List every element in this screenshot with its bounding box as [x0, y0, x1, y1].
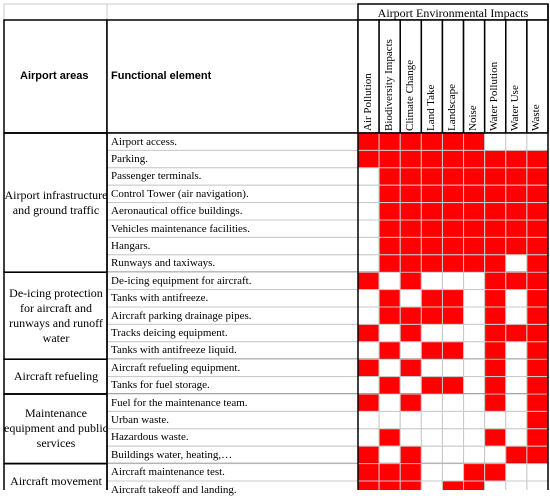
impact-cell-filled	[379, 168, 400, 185]
impact-cell-filled	[485, 185, 506, 202]
element-label: Parking.	[111, 152, 148, 165]
impact-cell-filled	[379, 290, 400, 307]
impact-cell-filled	[464, 220, 485, 237]
impact-cell-filled	[527, 307, 548, 324]
impact-cell-empty	[358, 429, 379, 446]
element-label: Fuel for the maintenance team.	[111, 396, 248, 409]
impact-cell-empty	[464, 272, 485, 289]
impact-cell-empty	[506, 481, 527, 490]
impact-cell-empty	[442, 272, 463, 289]
impact-cell-empty	[379, 272, 400, 289]
impact-cell-filled	[379, 150, 400, 167]
element-label: Tracks deicing equipment.	[111, 326, 228, 339]
impact-cell-filled	[442, 203, 463, 220]
impact-cell-filled	[527, 324, 548, 341]
impact-cell-filled	[506, 168, 527, 185]
element-label: Tanks with antifreeze.	[111, 292, 209, 305]
impact-cell-filled	[464, 203, 485, 220]
impact-cell-filled	[400, 168, 421, 185]
impact-cell-filled	[400, 307, 421, 324]
impact-cell-filled	[527, 237, 548, 254]
impact-column-label: Climate Change	[403, 59, 416, 131]
impact-cell-filled	[485, 220, 506, 237]
impact-cell-empty	[358, 237, 379, 254]
impact-cell-empty	[506, 359, 527, 376]
impact-cell-filled	[358, 150, 379, 167]
element-label: Hazardous waste.	[111, 431, 189, 444]
impact-cell-filled	[400, 203, 421, 220]
impact-cell-filled	[464, 168, 485, 185]
element-label: Aeronautical office buildings.	[111, 205, 243, 218]
impact-cell-empty	[506, 411, 527, 428]
impact-cell-filled	[527, 411, 548, 428]
impact-cell-filled	[506, 237, 527, 254]
impact-cell-filled	[485, 342, 506, 359]
impact-cell-empty	[485, 133, 506, 150]
impact-cell-filled	[527, 394, 548, 411]
area-label: Aircraft refueling	[13, 369, 99, 384]
impact-cell-filled	[442, 168, 463, 185]
impact-cell-filled	[527, 203, 548, 220]
impact-cell-empty	[400, 411, 421, 428]
impact-cell-filled	[527, 185, 548, 202]
impact-column-label: Land Take	[424, 84, 437, 131]
impact-cell-filled	[421, 342, 442, 359]
impact-cell-filled	[379, 342, 400, 359]
impact-cell-filled	[442, 237, 463, 254]
impact-cell-filled	[400, 220, 421, 237]
impact-cell-filled	[442, 185, 463, 202]
impact-cell-empty	[442, 324, 463, 341]
impact-cell-filled	[506, 203, 527, 220]
impact-cell-filled	[506, 220, 527, 237]
impact-cell-filled	[527, 255, 548, 272]
impact-cell-empty	[464, 394, 485, 411]
impact-cell-filled	[442, 150, 463, 167]
impact-cell-empty	[527, 464, 548, 481]
impact-cell-filled	[464, 481, 485, 490]
impact-cell-empty	[442, 446, 463, 463]
area-label: Maintenance equipment and public services	[4, 406, 108, 451]
impact-cell-filled	[421, 290, 442, 307]
impact-cell-filled	[485, 203, 506, 220]
impact-cell-empty	[358, 168, 379, 185]
impact-cell-empty	[506, 133, 527, 150]
impact-cell-filled	[400, 446, 421, 463]
element-label: Urban waste.	[111, 413, 170, 426]
impact-cell-filled	[485, 307, 506, 324]
impact-cell-filled	[379, 255, 400, 272]
impact-cell-filled	[379, 133, 400, 150]
impact-cell-filled	[358, 481, 379, 490]
impact-cell-filled	[506, 150, 527, 167]
impact-cell-empty	[442, 359, 463, 376]
impact-column-label: Water Pollution	[488, 61, 501, 131]
impact-cell-filled	[400, 272, 421, 289]
impact-cell-filled	[421, 203, 442, 220]
impact-cell-empty	[464, 324, 485, 341]
impact-cell-empty	[421, 464, 442, 481]
impact-cell-empty	[421, 446, 442, 463]
impact-cell-filled	[358, 359, 379, 376]
impact-cell-empty	[421, 411, 442, 428]
impact-cell-empty	[421, 429, 442, 446]
impact-column-label: Landscape	[446, 83, 458, 131]
impact-cell-empty	[506, 464, 527, 481]
impact-cell-empty	[464, 411, 485, 428]
impact-cell-filled	[485, 255, 506, 272]
areas-header: Airport areas	[20, 70, 89, 82]
impact-column-label: Water Use	[509, 85, 522, 131]
impact-cell-filled	[400, 150, 421, 167]
impact-column-label: Noise	[467, 105, 480, 131]
impact-cell-empty	[421, 272, 442, 289]
impact-cell-empty	[442, 464, 463, 481]
impact-column-label: Biodiversity Impacts	[382, 39, 395, 131]
impact-cell-filled	[358, 464, 379, 481]
impact-cell-filled	[527, 429, 548, 446]
impact-cell-filled	[358, 133, 379, 150]
impact-cell-filled	[442, 307, 463, 324]
impact-cell-empty	[506, 377, 527, 394]
impact-cell-empty	[506, 429, 527, 446]
impact-cell-filled	[527, 377, 548, 394]
impact-cell-empty	[421, 481, 442, 490]
impact-cell-filled	[421, 168, 442, 185]
area-label: Airport infrastructure and ground traffic	[4, 187, 108, 217]
impact-column-label: Air Pollution	[361, 73, 374, 131]
impact-cell-filled	[379, 203, 400, 220]
impact-cell-filled	[527, 446, 548, 463]
impact-cell-filled	[421, 150, 442, 167]
impact-cell-filled	[485, 168, 506, 185]
impact-cell-filled	[442, 133, 463, 150]
impact-cell-filled	[421, 237, 442, 254]
impact-cell-empty	[379, 324, 400, 341]
element-label: Vehicles maintenance facilities.	[111, 222, 250, 235]
impact-cell-filled	[358, 324, 379, 341]
impact-cell-empty	[400, 429, 421, 446]
impact-cell-empty	[464, 446, 485, 463]
impact-cell-empty	[506, 307, 527, 324]
impact-cell-filled	[400, 481, 421, 490]
impact-cell-empty	[464, 377, 485, 394]
impact-cell-empty	[464, 359, 485, 376]
impact-cell-empty	[358, 342, 379, 359]
impact-cell-filled	[442, 481, 463, 490]
impact-cell-filled	[400, 185, 421, 202]
impact-cell-filled	[400, 394, 421, 411]
impact-cell-empty	[527, 133, 548, 150]
impact-cell-empty	[400, 290, 421, 307]
impact-cell-empty	[421, 394, 442, 411]
impact-cell-filled	[442, 290, 463, 307]
impact-cell-filled	[358, 446, 379, 463]
impact-group-title: Airport Environmental Impacts	[377, 6, 529, 20]
element-label: Aircraft takeoff and landing.	[111, 483, 237, 496]
element-label: Passenger terminals.	[111, 170, 202, 183]
impact-cell-empty	[421, 324, 442, 341]
impact-cell-filled	[485, 464, 506, 481]
impact-cell-filled	[485, 377, 506, 394]
impact-cell-filled	[379, 481, 400, 490]
element-label: Aircraft parking drainage pipes.	[111, 309, 252, 322]
impact-cell-filled	[379, 237, 400, 254]
impact-cell-empty	[358, 290, 379, 307]
impact-cell-empty	[527, 481, 548, 490]
element-label: De-icing equipment for aircraft.	[111, 274, 252, 287]
impact-column-label: Waste	[530, 104, 543, 131]
impact-cell-filled	[379, 307, 400, 324]
impact-cell-filled	[485, 290, 506, 307]
area-label: De-icing protection for aircraft and runways and runoff water	[9, 285, 103, 345]
impact-cell-filled	[464, 150, 485, 167]
impact-cell-filled	[421, 133, 442, 150]
element-label: Tanks for fuel storage.	[111, 379, 210, 392]
impact-cell-empty	[442, 429, 463, 446]
impact-cell-empty	[442, 394, 463, 411]
element-label: Control Tower (air navigation).	[111, 187, 249, 200]
impact-cell-filled	[358, 272, 379, 289]
impact-cell-filled	[464, 464, 485, 481]
impact-cell-empty	[506, 255, 527, 272]
impact-cell-filled	[442, 342, 463, 359]
impact-cell-filled	[506, 272, 527, 289]
impact-cell-filled	[527, 168, 548, 185]
impact-cell-empty	[379, 446, 400, 463]
impact-cell-empty	[358, 255, 379, 272]
element-label: Buildings water, heating,…	[111, 448, 233, 461]
impact-cell-filled	[421, 220, 442, 237]
impact-cell-empty	[442, 411, 463, 428]
impact-cell-filled	[379, 185, 400, 202]
impact-cell-filled	[358, 394, 379, 411]
impact-cell-filled	[506, 324, 527, 341]
impact-cell-filled	[485, 429, 506, 446]
impact-cell-filled	[464, 133, 485, 150]
impact-cell-filled	[442, 220, 463, 237]
impact-cell-filled	[379, 377, 400, 394]
impact-cell-empty	[506, 394, 527, 411]
impact-cell-empty	[506, 290, 527, 307]
impact-cell-empty	[506, 342, 527, 359]
impact-cell-filled	[527, 150, 548, 167]
impact-cell-filled	[527, 342, 548, 359]
impact-cell-filled	[485, 237, 506, 254]
impact-cell-empty	[400, 342, 421, 359]
impact-cell-empty	[421, 359, 442, 376]
element-header: Functional element	[111, 70, 212, 82]
impact-cell-filled	[506, 185, 527, 202]
element-label: Tanks with antifreeze liquid.	[111, 344, 237, 357]
impact-cell-empty	[358, 220, 379, 237]
area-label: Aircraft movement	[10, 473, 102, 488]
impact-cell-empty	[485, 481, 506, 490]
impact-cell-filled	[485, 324, 506, 341]
element-label: Aircraft maintenance test.	[111, 466, 225, 479]
impact-cell-filled	[379, 429, 400, 446]
impact-cell-filled	[400, 324, 421, 341]
impact-cell-filled	[527, 272, 548, 289]
impact-cell-filled	[527, 290, 548, 307]
impact-cell-filled	[400, 133, 421, 150]
impact-cell-filled	[400, 464, 421, 481]
impact-cell-filled	[421, 307, 442, 324]
impact-cell-filled	[464, 255, 485, 272]
impact-cell-filled	[485, 359, 506, 376]
impact-cell-empty	[358, 203, 379, 220]
impact-cell-empty	[379, 411, 400, 428]
impact-cell-filled	[527, 220, 548, 237]
impact-cell-filled	[400, 359, 421, 376]
impact-cell-empty	[379, 359, 400, 376]
impact-cell-filled	[379, 464, 400, 481]
impact-cell-filled	[421, 377, 442, 394]
impact-cell-filled	[485, 150, 506, 167]
impact-cell-empty	[358, 411, 379, 428]
impact-cell-empty	[358, 377, 379, 394]
impact-cell-empty	[485, 446, 506, 463]
impact-cell-filled	[442, 255, 463, 272]
impact-cell-filled	[485, 394, 506, 411]
impact-cell-filled	[527, 359, 548, 376]
impact-cell-empty	[464, 342, 485, 359]
impact-cell-empty	[358, 185, 379, 202]
impact-cell-filled	[464, 237, 485, 254]
impact-cell-empty	[400, 377, 421, 394]
impact-cell-filled	[400, 255, 421, 272]
impact-cell-filled	[379, 220, 400, 237]
impact-cell-empty	[485, 411, 506, 428]
impact-cell-filled	[421, 255, 442, 272]
impact-cell-empty	[464, 429, 485, 446]
element-label: Hangars.	[111, 239, 151, 252]
element-label: Airport access.	[111, 135, 177, 148]
impact-cell-filled	[442, 377, 463, 394]
impact-cell-empty	[358, 307, 379, 324]
impact-cell-filled	[485, 272, 506, 289]
impact-cell-filled	[506, 446, 527, 463]
element-label: Runways and taxiways.	[111, 257, 216, 270]
impact-cell-filled	[421, 185, 442, 202]
impact-cell-filled	[464, 185, 485, 202]
impact-cell-empty	[379, 394, 400, 411]
impact-cell-filled	[400, 237, 421, 254]
element-label: Aircraft refueling equipment.	[111, 361, 241, 374]
impact-cell-empty	[464, 290, 485, 307]
impact-cell-empty	[464, 307, 485, 324]
